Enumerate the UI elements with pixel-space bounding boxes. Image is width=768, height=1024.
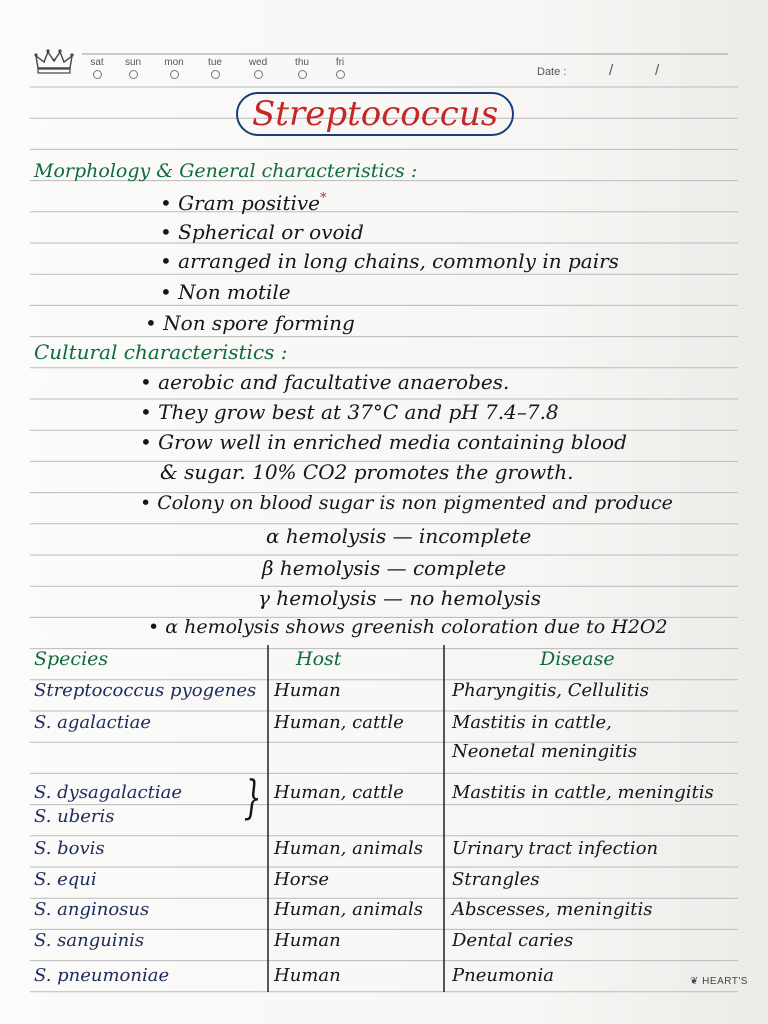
day-circle-icon [254,70,263,79]
day-sun[interactable] [118,57,148,79]
item-text: Colony on blood sugar is non pigmented and produce [157,492,673,514]
morphology-item: • arranged in long chains, commonly in pairs [160,249,619,273]
day-tue[interactable] [200,57,230,79]
table-cell-disease: Strangles [452,869,540,890]
cultural-item: • Grow well in enriched media containing blood [140,430,627,454]
cultural-item: • aerobic and facultative anaerobes. [140,370,510,394]
day-fri[interactable] [325,57,355,79]
page-title: Streptococcus [236,92,514,136]
brand-watermark [690,976,748,987]
day-circle-icon [298,70,307,79]
day-label: wed [248,57,268,68]
date-label: Date : [537,66,567,78]
day-label: mon [164,57,184,68]
table-cell-disease: Neonetal meningitis [452,741,638,762]
day-circle-icon [170,70,179,79]
cultural-item: • Colony on blood sugar is non pigmented and produce [140,492,673,514]
hemolysis-gamma: γ hemolysis — no hemolysis [258,586,541,610]
table-cell-disease: Mastitis in cattle, [452,712,612,733]
item-text: aerobic and facultative anaerobes. [158,370,510,394]
table-cell-host: Human, cattle [274,712,404,733]
item-text: Gram positive [178,191,321,215]
header-host: Host [296,648,342,670]
item-text: Non spore forming [163,311,355,335]
table-cell-disease: Dental caries [452,930,574,951]
day-circle-icon [211,70,220,79]
day-sat[interactable] [82,57,112,79]
cultural-item: • They grow best at 37°C and pH 7.4–7.8 [140,400,559,424]
day-label: fri [335,57,345,68]
brace-mark: } [243,770,262,824]
table-cell-disease: Urinary tract infection [452,838,659,859]
table-cell-species: S. pneumoniae [34,965,170,986]
cultural-heading: Cultural characteristics : [34,340,288,364]
table-cell-species: S. anginosus [34,899,150,920]
asterisk-mark: * [320,191,327,206]
day-mon[interactable] [159,57,189,79]
morphology-item: • Spherical or ovoid [160,220,364,244]
header-species: Species [34,648,109,670]
hemolysis-beta: β hemolysis — complete [262,556,507,580]
item-text: Grow well in enriched media containing blood [158,430,627,454]
table-cell-host: Human [274,965,341,986]
date-separator: / [609,62,614,79]
item-text: α hemolysis shows greenish coloration due to H2O2 [165,616,668,638]
day-circle-icon [336,70,345,79]
table-cell-species: S. uberis [34,806,115,827]
item-text: arranged in long chains, commonly in pairs [178,249,619,273]
table-cell-host: Human, animals [274,838,424,859]
table-cell-disease: Pneumonia [452,965,554,986]
morphology-item: • Non spore forming [145,311,355,335]
table-cell-disease: Pharyngitis, Cellulitis [452,680,650,701]
header-rule [82,52,728,56]
date-separator: / [655,62,660,79]
day-label: sun [124,57,142,68]
morphology-item: • Gram positive* [160,191,327,215]
item-text: Non motile [178,280,291,304]
day-wed[interactable] [243,57,273,79]
table-cell-host: Horse [274,869,330,890]
cultural-item: • α hemolysis shows greenish coloration due to H2O2 [148,616,668,638]
hemolysis-alpha: α hemolysis — incomplete [266,524,532,548]
table-cell-species: Streptococcus pyogenes [34,680,257,701]
table-cell-host: Human [274,680,341,701]
table-cell-disease: Abscesses, meningitis [452,899,653,920]
morphology-heading: Morphology & General characteristics : [34,160,418,182]
watermark-text: HEART'S [702,976,748,987]
day-thu[interactable] [287,57,317,79]
crown-icon [34,48,74,80]
day-label: thu [295,57,309,68]
table-cell-species: S. dysagalactiae [34,782,182,803]
header-disease: Disease [540,648,615,670]
table-cell-host: Human, cattle [274,782,404,803]
table-cell-species: S. agalactiae [34,712,152,733]
table-cell-species: S. bovis [34,838,105,859]
day-circle-icon [129,70,138,79]
cultural-item-cont: & sugar. 10% CO2 promotes the growth. [160,460,574,484]
day-label: sat [90,57,104,68]
table-cell-species: S. sanguinis [34,930,145,951]
item-text: They grow best at 37°C and pH 7.4–7.8 [158,400,559,424]
table-cell-host: Human, animals [274,899,424,920]
item-text: Spherical or ovoid [178,220,364,244]
table-cell-host: Human [274,930,341,951]
table-cell-disease: Mastitis in cattle, meningitis [452,782,714,803]
morphology-item: • Non motile [160,280,291,304]
day-circle-icon [93,70,102,79]
table-cell-species: S. equi [34,869,97,890]
heart-logo-icon: ❦ [690,976,699,987]
day-label: tue [208,57,222,68]
